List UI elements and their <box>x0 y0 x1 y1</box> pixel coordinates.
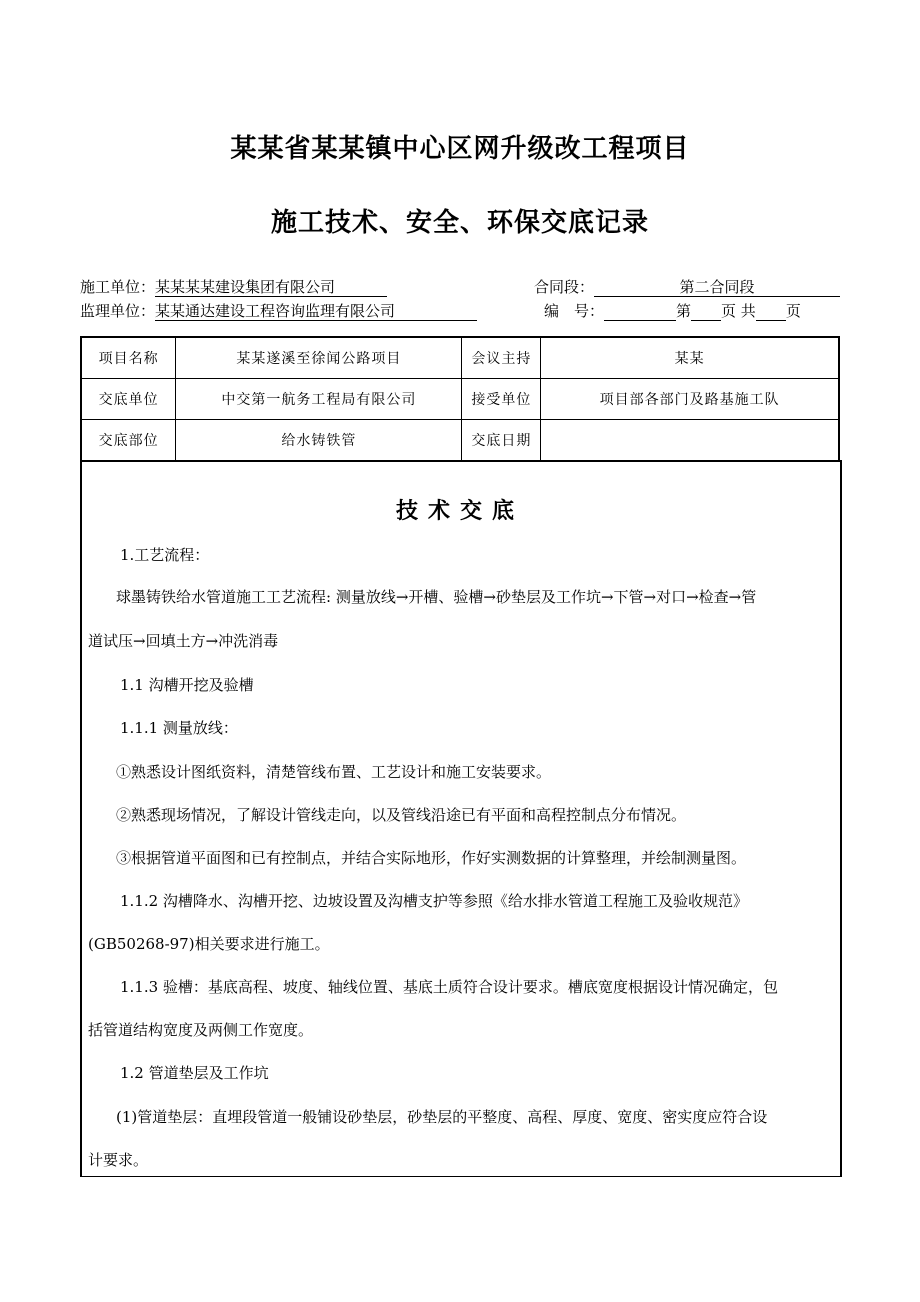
paragraph: 计要求。 <box>88 1151 149 1169</box>
construction-unit-line <box>80 277 387 297</box>
paragraph: 1.1 沟槽开挖及验槽 <box>120 676 254 694</box>
construction-unit-label: 施工单位： <box>80 278 156 296</box>
number-blank <box>604 304 676 321</box>
contract-section-label: 合同段： <box>534 278 595 296</box>
supervision-unit-label: 监理单位： <box>80 302 156 320</box>
document-title: 某某省某某镇中心区网升级改工程项目 <box>230 134 690 164</box>
paragraph: 1.2 管道垫层及工作坑 <box>120 1064 269 1082</box>
table-cell: 会议主持 <box>462 337 541 379</box>
paragraph: 1.1.2 沟槽降水、沟槽开挖、边坡设置及沟槽支护等参照《给水排水管道工程施工及验收规范》 <box>120 892 748 910</box>
page-mid: 页 共 <box>721 302 756 320</box>
contract-section-line <box>534 277 840 297</box>
table-cell: 某某遂溪至徐闻公路项目 <box>176 337 462 379</box>
table-row <box>81 420 839 462</box>
paragraph: ③根据管道平面图和已有控制点，并结合实际地形，作好实测数据的计算整理，并绘制测量图。 <box>116 849 747 867</box>
paragraph: (GB50268-97)相关要求进行施工。 <box>88 935 330 953</box>
page-suffix: 页 <box>785 302 801 320</box>
table-cell: 接受单位 <box>462 379 541 420</box>
paragraph: 1.1.3 验槽：基底高程、坡度、轴线位置、基底土质符合设计要求。槽底宽度根据设计情况确定，包 <box>120 978 778 996</box>
supervision-unit-line <box>80 301 477 321</box>
info-table <box>80 336 840 462</box>
paragraph: ①熟悉设计图纸资料，清楚管线布置、工艺设计和施工安装要求。 <box>116 763 552 781</box>
paragraph: 球墨铸铁给水管道施工工艺流程: 测量放线→开槽、验槽→砂垫层及工作坑→下管→对口→检查→管 <box>116 588 757 606</box>
table-cell <box>541 420 839 462</box>
table-row <box>81 379 839 420</box>
table-cell: 交底单位 <box>81 379 176 420</box>
number-label: 编 号： <box>544 302 605 320</box>
table-cell: 给水铸铁管 <box>176 420 462 462</box>
table-cell: 某某 <box>541 337 839 379</box>
table-cell: 交底部位 <box>81 420 176 462</box>
paragraph: 1.工艺流程： <box>120 546 210 564</box>
page-total-blank <box>756 304 786 321</box>
paragraph: 道试压→回填土方→冲洗消毒 <box>88 632 279 650</box>
document-subtitle: 施工技术、安全、环保交底记录 <box>270 208 649 238</box>
table-cell: 中交第一航务工程局有限公司 <box>176 379 462 420</box>
construction-unit-value: 某某某某建设集团有限公司 <box>155 278 387 297</box>
page-number-blank <box>691 304 721 321</box>
paragraph: (1)管道垫层：直埋段管道一般铺设砂垫层，砂垫层的平整度、高程、厚度、宽度、密实度应符合设 <box>116 1108 768 1126</box>
supervision-unit-value: 某某通达建设工程咨询监理有限公司 <box>155 302 477 321</box>
contract-section-value: 第二合同段 <box>594 278 840 297</box>
table-cell: 项目部各部门及路基施工队 <box>541 379 839 420</box>
table-cell: 项目名称 <box>81 337 176 379</box>
table-cell: 交底日期 <box>462 420 541 462</box>
table-row <box>81 337 839 379</box>
paragraph: 1.1.1 测量放线： <box>120 719 238 737</box>
paragraph: ②熟悉现场情况，了解设计管线走向，以及管线沿途已有平面和高程控制点分布情况。 <box>116 806 687 824</box>
paragraph: 括管道结构宽度及两侧工作宽度。 <box>88 1021 314 1039</box>
section-title: 技术交底 <box>395 499 524 524</box>
page-prefix: 第 <box>676 302 692 320</box>
number-line <box>544 301 801 321</box>
